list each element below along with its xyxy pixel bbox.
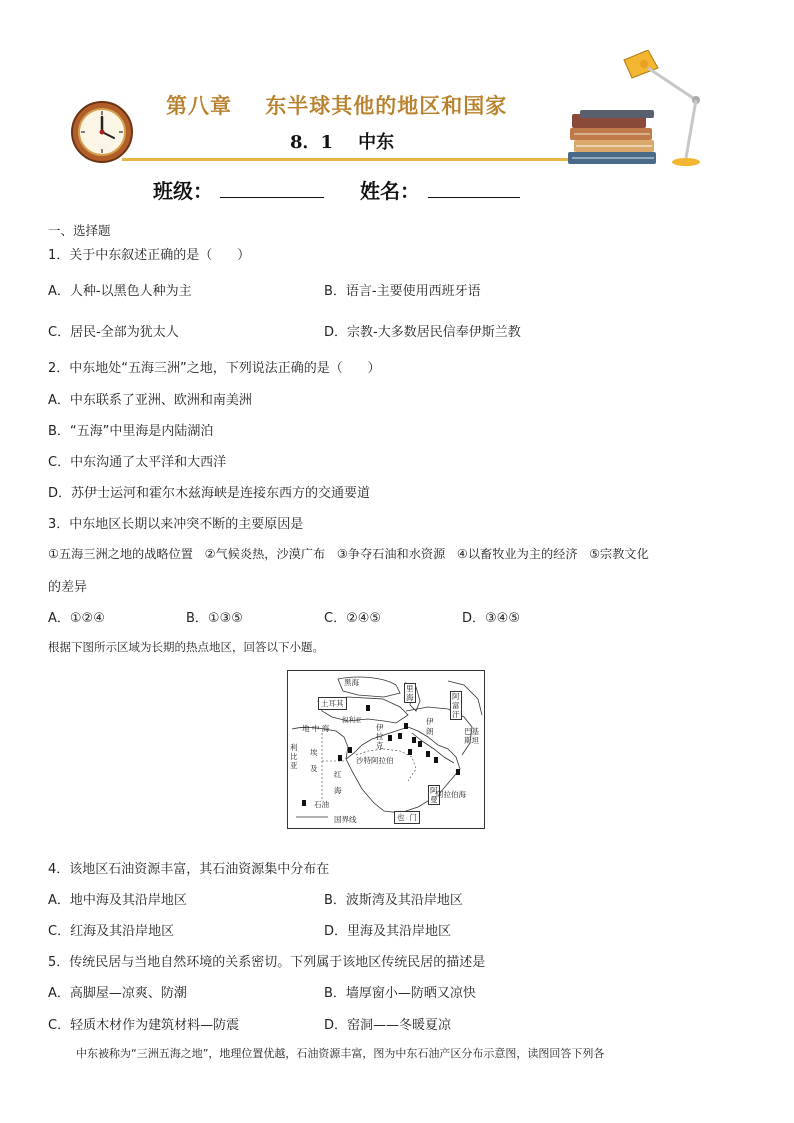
q4-stem: 4．该地区石油资源丰富，其石油资源集中分布在: [48, 862, 330, 877]
q3-option-c[interactable]: C．②④⑤: [324, 611, 382, 626]
oil-legend-icon: [302, 800, 306, 806]
map-label-egypt: 埃 及: [310, 748, 318, 773]
map-legend-oil: 石油: [314, 800, 329, 809]
map-label-red-sea: 红 海: [334, 770, 342, 795]
q5-option-d[interactable]: D．窑洞——冬暖夏凉: [324, 1018, 452, 1033]
lesson-subtitle: 8．1 中东: [290, 132, 395, 153]
q5-option-b[interactable]: B．墙厚窗小—防晒又凉快: [324, 986, 476, 1001]
oil-field-marker: [434, 757, 438, 763]
oil-field-marker: [404, 723, 408, 729]
map-label-libya: 利 比 亚: [290, 743, 298, 770]
map-question-intro: 根据下图所示区域为长期的热点地区，回答以下小题。: [48, 640, 324, 654]
oil-field-marker: [408, 749, 412, 755]
q3-items-line2: 的差异: [48, 580, 88, 595]
q3-option-b[interactable]: B．①③⑤: [186, 611, 243, 626]
q4-option-a[interactable]: A．地中海及其沿岸地区: [48, 893, 187, 908]
map-label-saudi-arabia: 沙特阿拉伯: [356, 756, 394, 765]
map-label-turkey: 土耳其: [318, 697, 347, 710]
q5-stem: 5．传统民居与当地自然环境的关系密切。下列属于该地区传统民居的描述是: [48, 955, 486, 970]
clock-icon: [70, 100, 134, 164]
name-field[interactable]: [428, 197, 520, 198]
middle-east-map: [287, 670, 485, 829]
q2-option-b[interactable]: B．“五海”中里海是内陆湖泊: [48, 424, 214, 439]
q1-stem: 1．关于中东叙述正确的是（ ）: [48, 248, 251, 263]
map-label-pakistan: 巴基 斯坦: [464, 727, 479, 745]
oil-field-marker: [366, 705, 370, 711]
map-label-oman: 阿 曼: [430, 786, 438, 804]
oil-field-marker: [338, 755, 342, 761]
q3-option-a[interactable]: A．①②④: [48, 611, 105, 626]
map-label-arabian-sea: 阿拉伯海: [436, 790, 466, 799]
title-rule: [122, 158, 582, 161]
oil-field-marker: [426, 751, 430, 757]
map-label-syria: 叙利亚: [342, 716, 362, 724]
q5-option-c[interactable]: C．轻质木材作为建筑材料—防震: [48, 1018, 240, 1033]
q1-option-b[interactable]: B．语言-主要使用西班牙语: [324, 284, 481, 299]
oil-field-marker: [348, 747, 352, 753]
q1-option-d[interactable]: D．宗教-大多数居民信奉伊斯兰教: [324, 325, 521, 340]
map-label-black-sea: 黑海: [344, 678, 359, 687]
section-heading: 一、选择题: [48, 223, 111, 238]
q1-option-a[interactable]: A．人种-以黑色人种为主: [48, 284, 192, 299]
oil-field-marker: [418, 741, 422, 747]
map-label-iran: 伊 朗: [426, 717, 434, 736]
q4-option-b[interactable]: B．波斯湾及其沿岸地区: [324, 893, 463, 908]
q3-items-line1: ①五海三洲之地的战略位置 ②气候炎热，沙漠广布 ③争夺石油和水资源 ④以畜牧业为主的经济 ⑤宗教文化: [48, 547, 649, 561]
name-label: 姓名：: [360, 179, 420, 203]
q5-option-a[interactable]: A．高脚屋—凉爽、防潮: [48, 986, 187, 1001]
map-label-mediterranean: 地 中 海: [302, 724, 330, 733]
q3-stem: 3．中东地区长期以来冲突不断的主要原因是: [48, 517, 304, 532]
q2-option-c[interactable]: C．中东沟通了太平洋和大西洋: [48, 455, 227, 470]
q1-option-c[interactable]: C．居民-全部为犹太人: [48, 325, 179, 340]
q4-option-d[interactable]: D．里海及其沿岸地区: [324, 924, 452, 939]
q2-option-a[interactable]: A．中东联系了亚洲、欧洲和南美洲: [48, 393, 252, 408]
q2-option-d[interactable]: D．苏伊士运河和霍尔木兹海峡是连接东西方的交通要道: [48, 486, 371, 501]
oil-field-marker: [398, 733, 402, 739]
map-label-yemen: 也 门: [394, 811, 420, 824]
q2-stem: 2．中东地处“五海三洲”之地，下列说法正确的是（ ）: [48, 361, 381, 376]
class-field[interactable]: [220, 197, 324, 198]
oil-field-marker: [412, 737, 416, 743]
map-legend-border: 国界线: [334, 815, 357, 824]
oil-field-marker: [388, 735, 392, 741]
oil-question-intro: 中东被称为“三洲五海之地”，地理位置优越，石油资源丰富，图为中东石油产区分布示意图，读图回答下列各: [76, 1047, 605, 1060]
q3-option-d[interactable]: D．③④⑤: [462, 611, 520, 626]
map-label-caspian-sea: 里 海: [406, 684, 414, 702]
q4-option-c[interactable]: C．红海及其沿岸地区: [48, 924, 175, 939]
class-label: 班级：: [153, 179, 213, 203]
map-label-afghanistan: 阿 富 汗: [452, 692, 460, 719]
books-lamp-illustration: [566, 50, 716, 170]
oil-field-marker: [456, 769, 460, 775]
map-label-iraq: 伊 拉 克: [376, 723, 384, 750]
chapter-title: 第八章 东半球其他的地区和国家: [166, 93, 508, 118]
